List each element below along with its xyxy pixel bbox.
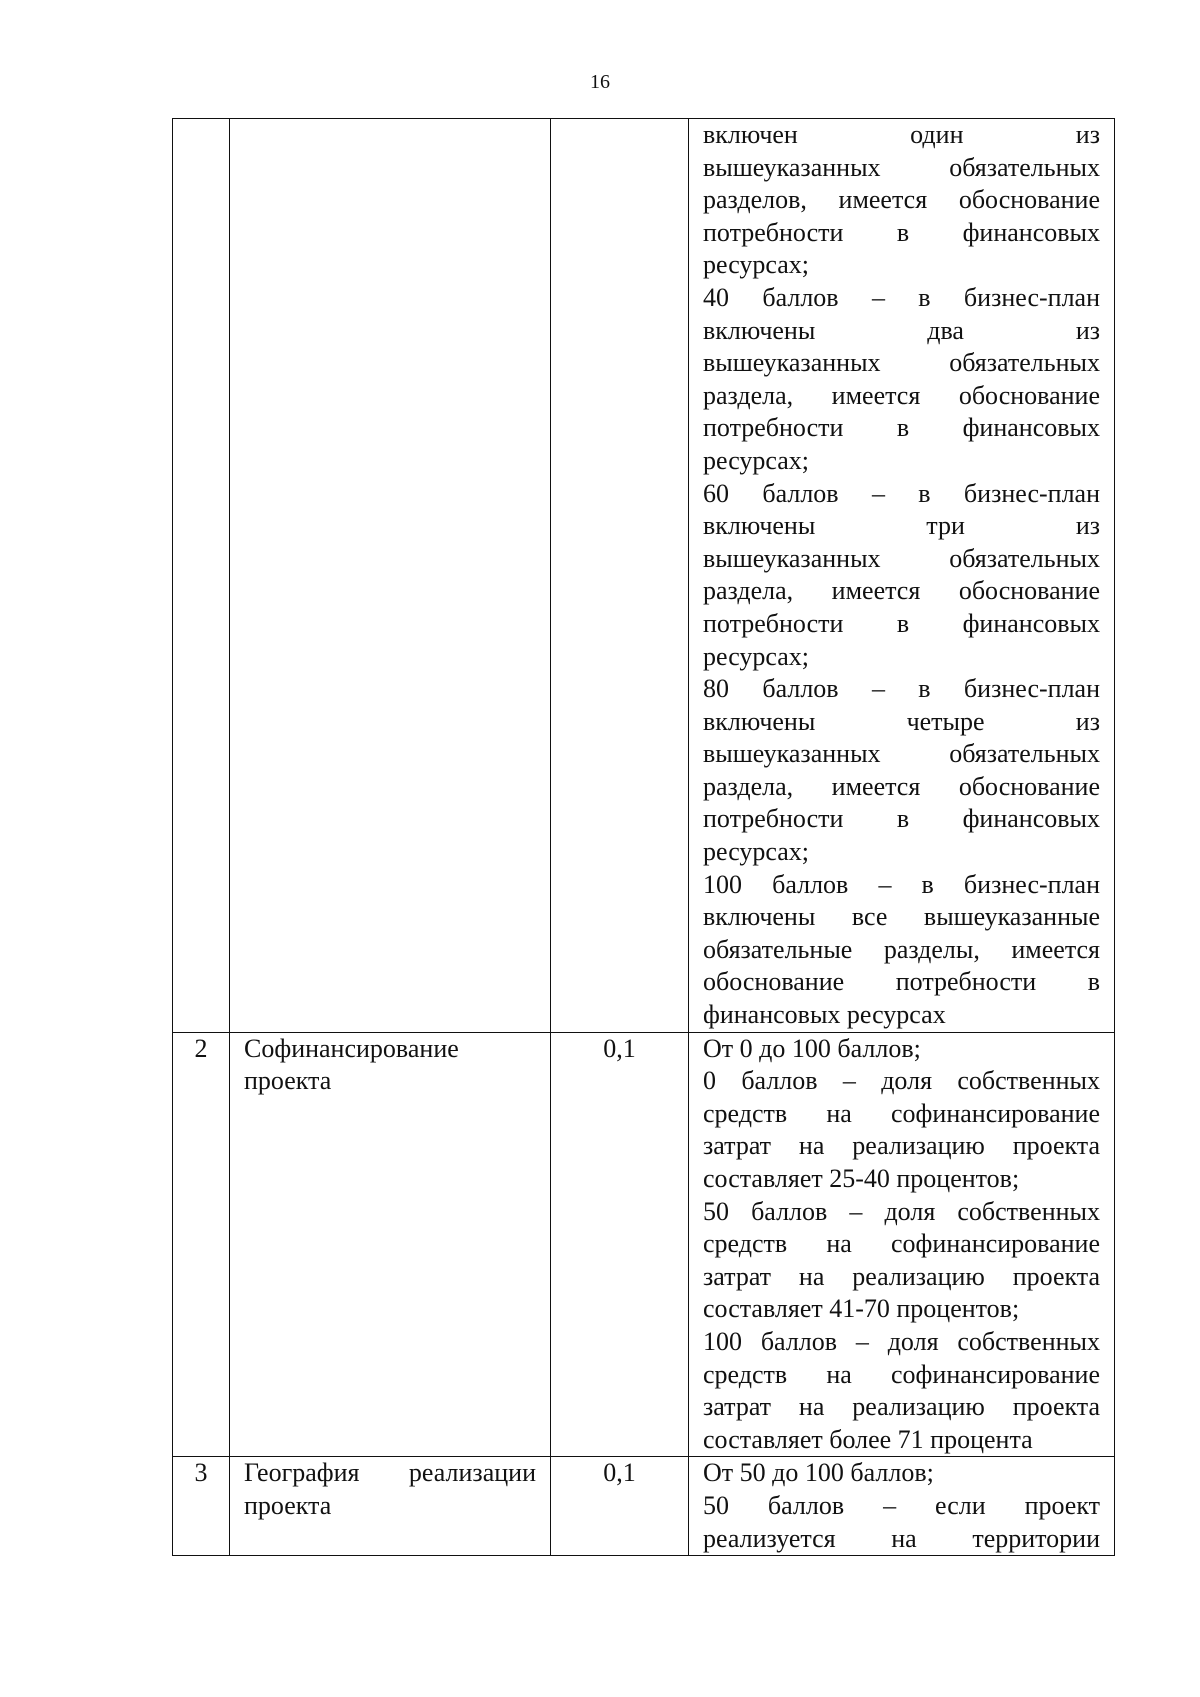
scoring-description [689,1032,1115,1457]
scoring-line: средств на софинансирование [703,1098,1100,1128]
scoring-line: вышеуказанных обязательных [703,739,1100,769]
scoring-line: 100 баллов – в бизнес-план [703,869,1100,899]
scoring-line: 80 баллов – в бизнес-план [703,674,1100,704]
scoring-description [689,119,1115,1033]
page-number: 16 [590,71,610,93]
scoring-description [689,1457,1115,1556]
scoring-line: раздела, имеется обоснование [703,380,1100,410]
scoring-line: ресурсах; [703,445,810,475]
scoring-line: вышеуказанных обязательных [703,543,1100,573]
scoring-line: затрат на реализацию проекта [703,1392,1100,1422]
scoring-line: составляет 25-40 процентов; [703,1164,1020,1193]
row-number: 2 [173,1032,230,1457]
scoring-line: 40 баллов – в бизнес-план [703,282,1100,312]
scoring-line: ресурсах; [703,250,810,280]
scoring-line: составляет более 71 процента [703,1424,1033,1454]
scoring-line: затрат на реализацию проекта [703,1131,1100,1161]
scoring-line: включены четыре из [703,706,1100,736]
criterion-name-line: проекта [244,1490,332,1520]
row-number [173,119,230,1033]
criterion-name-line: География реализации [244,1458,536,1488]
table-row [173,119,1115,1033]
weight-coefficient: 0,1 [551,1032,689,1457]
table-row [173,1032,1115,1457]
scoring-line: вышеуказанных обязательных [703,152,1100,182]
table-row [173,1457,1115,1556]
scoring-line: 100 баллов – доля собственных [703,1326,1100,1356]
criterion-name [230,1457,551,1556]
scoring-line: составляет 41-70 процентов; [703,1294,1020,1324]
table-body [173,119,1115,1556]
criterion-name-line: проекта [244,1066,332,1096]
scoring-line: затрат на реализацию проекта [703,1261,1100,1291]
weight-coefficient [551,119,689,1033]
scoring-line: включены три из [703,511,1100,541]
scoring-line: раздела, имеется обоснование [703,771,1100,801]
scoring-line: потребности в финансовых [703,217,1100,247]
scoring-line: ресурсах; [703,641,810,671]
scoring-line: разделов, имеется обоснование [703,185,1100,215]
scoring-line: 50 баллов – если проект [703,1490,1100,1520]
scoring-line: финансовых ресурсах [703,1000,946,1030]
criterion-name [230,119,551,1033]
scoring-line: потребности в финансовых [703,804,1100,834]
criterion-name-line: Софинансирование [244,1033,459,1063]
criteria-table [172,118,1115,1556]
scoring-line: средств на софинансирование [703,1229,1100,1259]
scoring-line: От 50 до 100 баллов; [703,1458,934,1488]
scoring-line: вышеуказанных обязательных [703,348,1100,378]
scoring-line: 0 баллов – доля собственных [703,1066,1100,1096]
weight-coefficient: 0,1 [551,1457,689,1556]
scoring-line: обоснование потребности в [703,967,1100,997]
scoring-line: раздела, имеется обоснование [703,576,1100,606]
scoring-line: 60 баллов – в бизнес-план [703,478,1100,508]
scoring-line: потребности в финансовых [703,413,1100,443]
scoring-line: реализуется на территории [703,1523,1100,1553]
scoring-line: включен один из [703,120,1100,149]
row-number: 3 [173,1457,230,1556]
criterion-name [230,1032,551,1457]
scoring-line: 50 баллов – доля собственных [703,1196,1100,1226]
scoring-line: потребности в финансовых [703,608,1100,638]
scoring-line: От 0 до 100 баллов; [703,1033,921,1063]
scoring-line: ресурсах; [703,837,810,867]
scoring-line: включены два из [703,315,1100,345]
scoring-line: обязательные разделы, имеется [703,934,1100,964]
scoring-line: средств на софинансирование [703,1359,1100,1389]
scoring-line: включены все вышеуказанные [703,902,1100,932]
